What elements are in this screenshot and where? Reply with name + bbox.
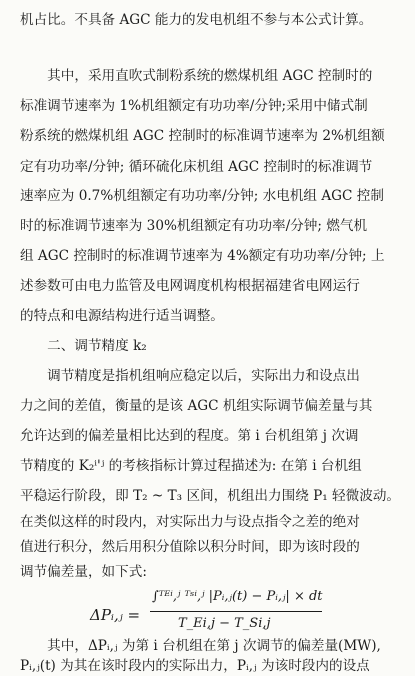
text-line-14: 允许达到的偏差量相比达到的程度。第 i 台机组第 j 次调 <box>20 428 359 444</box>
text-line-13: 力之间的差值，衡量的是该 AGC 机组实际调节偏差量与其 <box>20 398 373 414</box>
fraction-bar <box>150 611 322 612</box>
text-line-17: 在类似这样的时段内，对实际出力与设点指令之差的绝对 <box>20 514 360 530</box>
text-line-3: 标准调节速率为 1%机组额定有功功率/分钟;采用中储式制 <box>20 98 368 114</box>
section-heading: 二、调节精度 k₂ <box>20 338 147 354</box>
text-line-8: 组 AGC 控制时的标准调节速率为 4%额定有功功率/分钟; 上 <box>20 248 385 264</box>
formula-denominator: T_Ei,j − T_Si,j <box>178 616 271 631</box>
text-line-7: 时的标准调节速率为 30%机组额定有功功率/分钟; 燃气机 <box>20 218 368 234</box>
text-line-5: 定有功功率/分钟; 循环硫化床机组 AGC 控制时的标准调节 <box>20 159 373 175</box>
text-line-4: 粉系统的燃煤机组 AGC 控制时的标准调节速率为 2%机组额 <box>20 128 385 144</box>
text-line-12: 调节精度是指机组响应稳定以后，实际出力和设点出 <box>20 368 360 384</box>
text-line-6: 速率应为 0.7%机组额定有功功率/分钟; 水电机组 AGC 控制 <box>20 188 384 204</box>
text-line-1: 机占比。不具备 AGC 能力的发电机组不参与本公式计算。 <box>20 12 373 28</box>
text-line-15: 节精度的 K₂ⁱ'ʲ 的考核指标计算过程描述为: 在第 i 台机组 <box>20 458 362 474</box>
text-line-19: 调节偏差量，如下式: <box>20 564 147 580</box>
formula-numerator: ∫ᵀᴱⁱ,ʲ ᵀˢⁱ,ʲ |Pᵢ,ⱼ(t) − Pᵢ,ⱼ| × dt <box>152 589 323 604</box>
text-line-2: 其中，采用直吹式制粉系统的燃煤机组 AGC 控制时的 <box>20 68 373 84</box>
formula-lhs: ΔPᵢ,ⱼ = <box>90 606 141 624</box>
text-line-18: 值进行积分，然后用积分值除以积分时间，即为该时段的 <box>20 539 360 555</box>
text-line-16: 平稳运行阶段，即 T₂ ~ T₃ 区间，机组出力围绕 P₁ 轻微波动。 <box>20 488 401 504</box>
text-line-21: Pᵢ,ⱼ(t) 为其在该时段内的实际出力，Pᵢ,ⱼ 为该时段内的设点 <box>20 658 370 674</box>
text-line-20: 其中，ΔPᵢ,ⱼ 为第 i 台机组在第 j 次调节的偏差量(MW), <box>20 638 381 654</box>
text-line-9: 述参数可由电力监管及电网调度机构根据福建省电网运行 <box>20 278 360 294</box>
text-line-10: 的特点和电源结构进行适当调整。 <box>20 308 224 324</box>
